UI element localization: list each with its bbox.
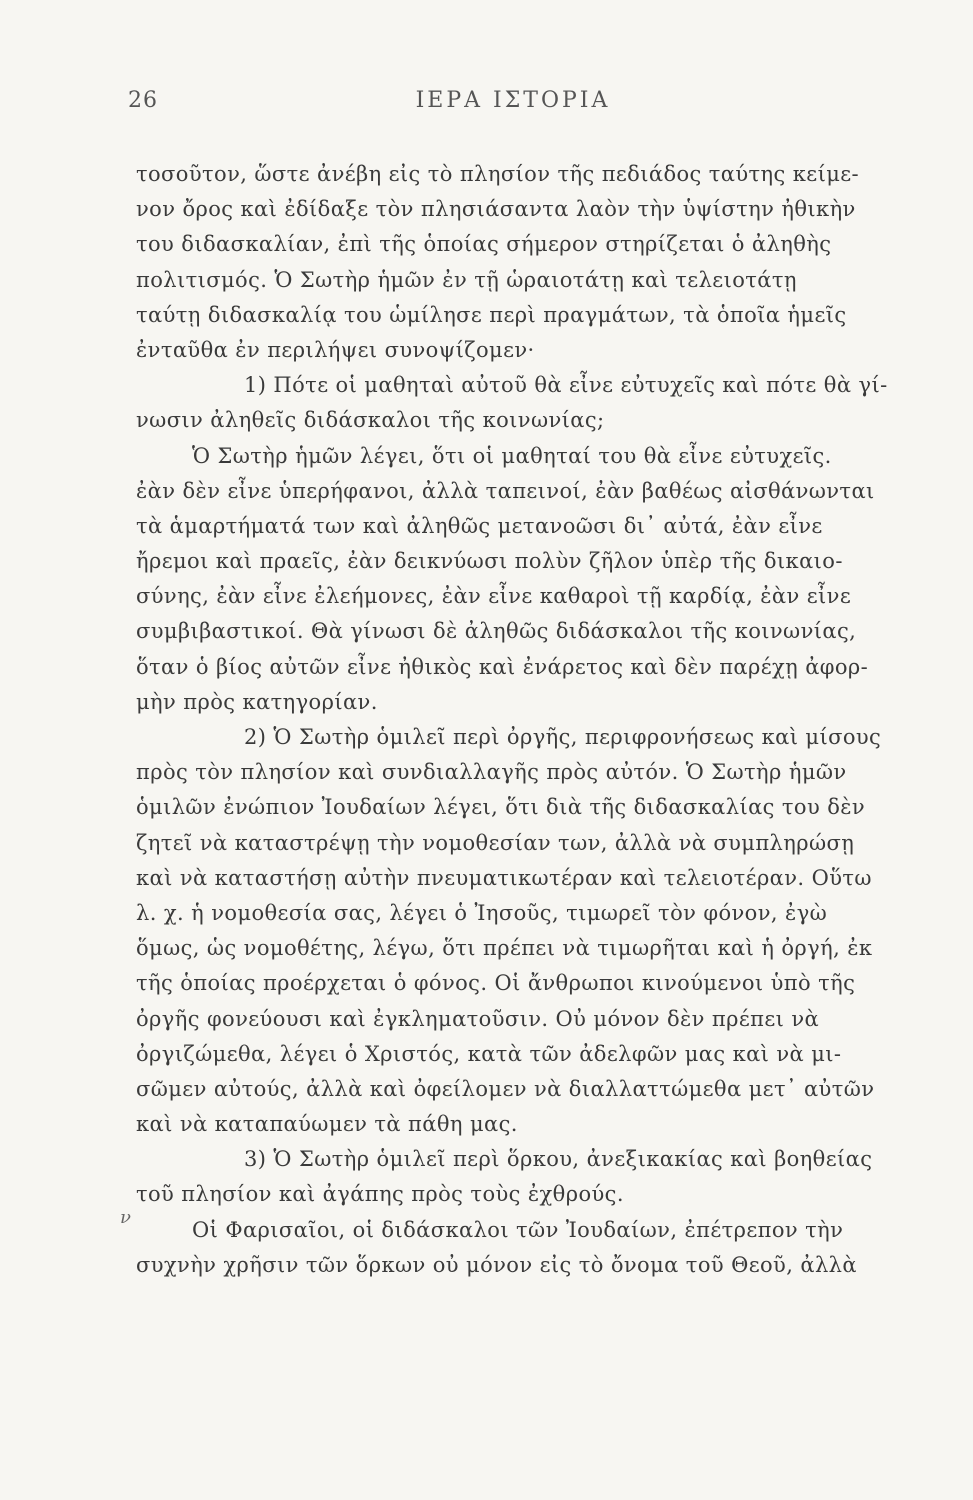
text-line: τὰ ἁμαρτήματά των καὶ ἀληθῶς μετανοῶσι δι᾿ αὐτά, ἐὰν εἶνε xyxy=(136,513,823,538)
text-line: σύνης, ἐὰν εἶνε ἐλεήμονες, ἐὰν εἶνε καθαροὶ τῇ καρδίᾳ, ἐὰν εἶνε xyxy=(136,584,852,609)
text-line: τῆς ὁποίας προέρχεται ὁ φόνος. Οἱ ἄνθρωποι κινούμενοι ὑπὸ τῆς xyxy=(136,971,856,996)
text-line: νωσιν ἀληθεῖς διδάσκαλοι τῆς κοινωνίας; xyxy=(136,408,605,433)
text-line: συχνὴν χρῆσιν τῶν ὅρκων οὐ μόνον εἰς τὸ ὄνομα τοῦ Θεοῦ, ἀλλὰ xyxy=(136,1252,857,1277)
text-line: μὴν πρὸς κατηγορίαν. xyxy=(136,689,378,714)
text-line: πρὸς τὸν πλησίον καὶ συνδιαλλαγῆς πρὸς αὐτόν. Ὁ Σωτὴρ ἡμῶν xyxy=(136,760,847,785)
page-number: 26 xyxy=(128,88,158,113)
text-line: του διδασκαλίαν, ἐπὶ τῆς ὁποίας σήμερον στηρίζεται ὁ ἀληθὴς xyxy=(136,232,832,257)
text-line: ταύτῃ διδασκαλίᾳ του ὡμίλησε περὶ πραγμάτων, τὰ ὁποῖα ἡμεῖς xyxy=(136,302,847,327)
text-line: ὅταν ὁ βίος αὐτῶν εἶνε ἠθικὸς καὶ ἐνάρετος καὶ δὲν παρέχῃ ἀφορ- xyxy=(136,654,869,679)
text-line: 3) Ὁ Σωτὴρ ὁμιλεῖ περὶ ὅρκου, ἀνεξικακίας καὶ βοηθείας xyxy=(244,1147,873,1172)
text-line: συμβιβαστικοί. Θὰ γίνωσι δὲ ἀληθῶς διδάσκαλοι τῆς κοινωνίας, xyxy=(136,619,857,644)
text-line: ἐὰν δὲν εἶνε ὑπερήφανοι, ἀλλὰ ταπεινοί, ἐὰν βαθέως αἰσθάνωνται xyxy=(136,478,875,503)
body-text xyxy=(136,157,906,1283)
text-line: πολιτισμός. Ὁ Σωτὴρ ἡμῶν ἐν τῇ ὡραιοτάτῃ καὶ τελειοτάτῃ xyxy=(136,267,797,292)
text-line: Ὁ Σωτὴρ ἡμῶν λέγει, ὅτι οἱ μαθηταί του θὰ εἶνε εὐτυχεῖς. xyxy=(192,443,832,468)
text-line: 2) Ὁ Σωτὴρ ὁμιλεῖ περὶ ὀργῆς, περιφρονήσεως καὶ μίσους xyxy=(244,725,882,749)
text-line: ἐνταῦθα ἐν περιλήψει συνοψίζομεν· xyxy=(136,337,535,362)
margin-annotation: ν xyxy=(120,1207,131,1228)
page-header xyxy=(128,88,898,128)
text-line: ὁμιλῶν ἐνώπιον Ἰουδαίων λέγει, ὅτι διὰ τῆς διδασκαλίας του δὲν xyxy=(136,795,866,820)
text-line: ὅμως, ὡς νομοθέτης, λέγω, ὅτι πρέπει νὰ τιμωρῆται καὶ ἡ ὀργή, ἐκ xyxy=(136,936,873,961)
text-line: ἤρεμοι καὶ πραεῖς, ἐὰν δεικνύωσι πολὺν ζῆλον ὑπὲρ τῆς δικαιο- xyxy=(136,549,843,574)
text-line: νον ὄρος καὶ ἐδίδαξε τὸν πλησιάσαντα λαὸν τὴν ὑψίστην ἠθικὴν xyxy=(136,197,856,222)
text-line: Οἱ Φαρισαῖοι, οἱ διδάσκαλοι τῶν Ἰουδαίων, ἐπέτρεπον τὴν xyxy=(192,1217,844,1242)
text-line: σῶμεν αὐτούς, ἀλλὰ καὶ ὀφείλομεν νὰ διαλλαττώμεθα μετ᾿ αὐτῶν xyxy=(136,1076,875,1101)
running-title: ΙΕΡΑ ΙΣΤΟΡΙΑ xyxy=(415,88,611,113)
text-line: ὀργῆς φονεύουσι καὶ ἐγκληματοῦσιν. Οὐ μόνον δὲν πρέπει νὰ xyxy=(136,1006,820,1031)
text-line: τοσοῦτον, ὥστε ἀνέβη εἰς τὸ πλησίον τῆς πεδιάδος ταύτης κείμε- xyxy=(136,162,860,186)
text-line: ζητεῖ νὰ καταστρέψῃ τὴν νομοθεσίαν των, ἀλλὰ νὰ συμπληρώσῃ xyxy=(136,830,855,855)
text-line: καὶ νὰ καταπαύωμεν τὰ πάθη μας. xyxy=(136,1112,518,1137)
text-line: τοῦ πλησίον καὶ ἀγάπης πρὸς τοὺς ἐχθρούς. xyxy=(136,1182,624,1207)
text-line: λ. χ. ἡ νομοθεσία σας, λέγει ὁ Ἰησοῦς, τιμωρεῖ τὸν φόνον, ἐγὼ xyxy=(136,900,828,925)
text-line: καὶ νὰ καταστήσῃ αὐτὴν πνευματικωτέραν καὶ τελειοτέραν. Οὕτω xyxy=(136,865,872,890)
text-line: ὀργιζώμεθα, λέγει ὁ Χριστός, κατὰ τῶν ἀδελφῶν μας καὶ νὰ μι- xyxy=(136,1041,842,1066)
text-line: 1) Πότε οἱ μαθηταὶ αὐτοῦ θὰ εἶνε εὐτυχεῖς καὶ πότε θὰ γί- xyxy=(244,373,888,398)
